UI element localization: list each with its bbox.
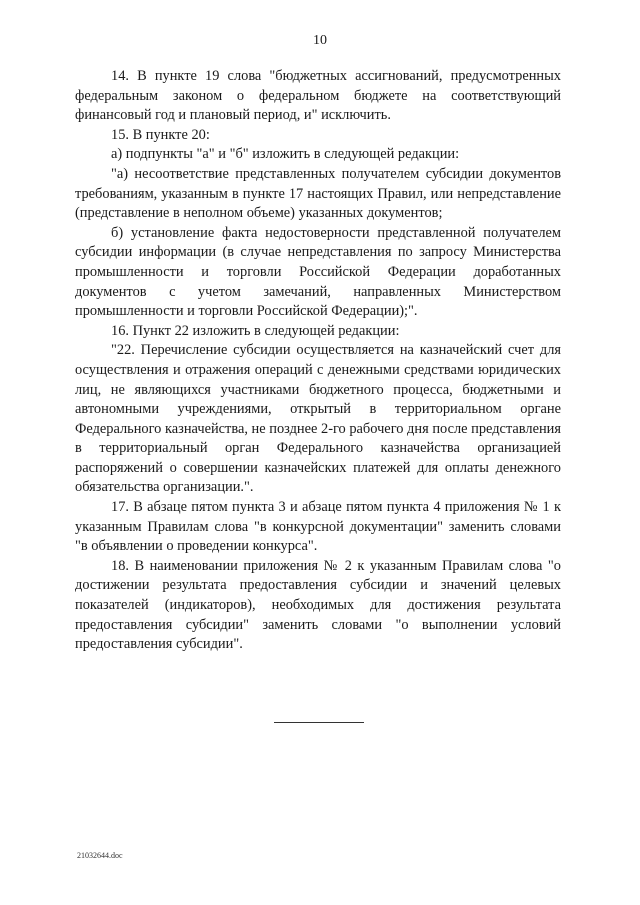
footer-file-reference: 21032644.doc [77,851,123,860]
paragraph: 16. Пункт 22 изложить в следующей редакции: [111,322,400,339]
paragraph: 18. В наименовании приложения № 2 к указанным Правилам слова "о достижении результата предоставления субсидии и значений целевых показателей (индикаторов), необходимых для достижения результата предоставления субсидии" заменить словами "о выполнении условий предоставления субсидии". [75,557,561,653]
paragraph: б) установление факта недостоверности представленной получателем субсидии информации (в случае непредставления по запросу Министерства промышленности и торговли Российской Федерации доработанных документов с учетом замечаний, направленных Министерством промышленности и торговли Российской Федерации);". [75,224,561,320]
paragraph: 17. В абзаце пятом пункта 3 и абзаце пятом пункта 4 приложения № 1 к указанным Правилам слова "в конкурсной документации" заменить словами "в объявлении о проведении конкурса". [75,499,561,555]
paragraph: 15. В пункте 20: [111,126,210,143]
paragraph: "22. Перечисление субсидии осуществляется на казначейский счет для осуществления и отражения операций с денежными средствами юридических лиц, не являющихся участниками бюджетного процесса, бюджетными и автономными учреждениями, открытый в территориальном органе Федерального казначейства, не позднее 2-го рабочего дня после представления в территориальный орган Федерального казначейства организацией распоряжений о совершении казначейских платежей для оплаты денежного обязательства организации.". [75,342,561,496]
paragraph: 14. В пункте 19 слова "бюджетных ассигнований, предусмотренных федеральным законом о федеральном бюджете на соответствующий финансовый год и плановый период, и" исключить. [75,68,561,124]
page-number: 10 [313,33,327,48]
paragraph: а) подпункты "а" и "б" изложить в следующей редакции: [111,146,460,163]
paragraph: "а) несоответствие представленных получателем субсидии документов требованиям, указанным в пункте 17 настоящих Правил, или непредставление (представление в неполном объеме) указанных документов; [75,165,561,222]
document-body [75,67,561,655]
end-divider [274,722,364,723]
